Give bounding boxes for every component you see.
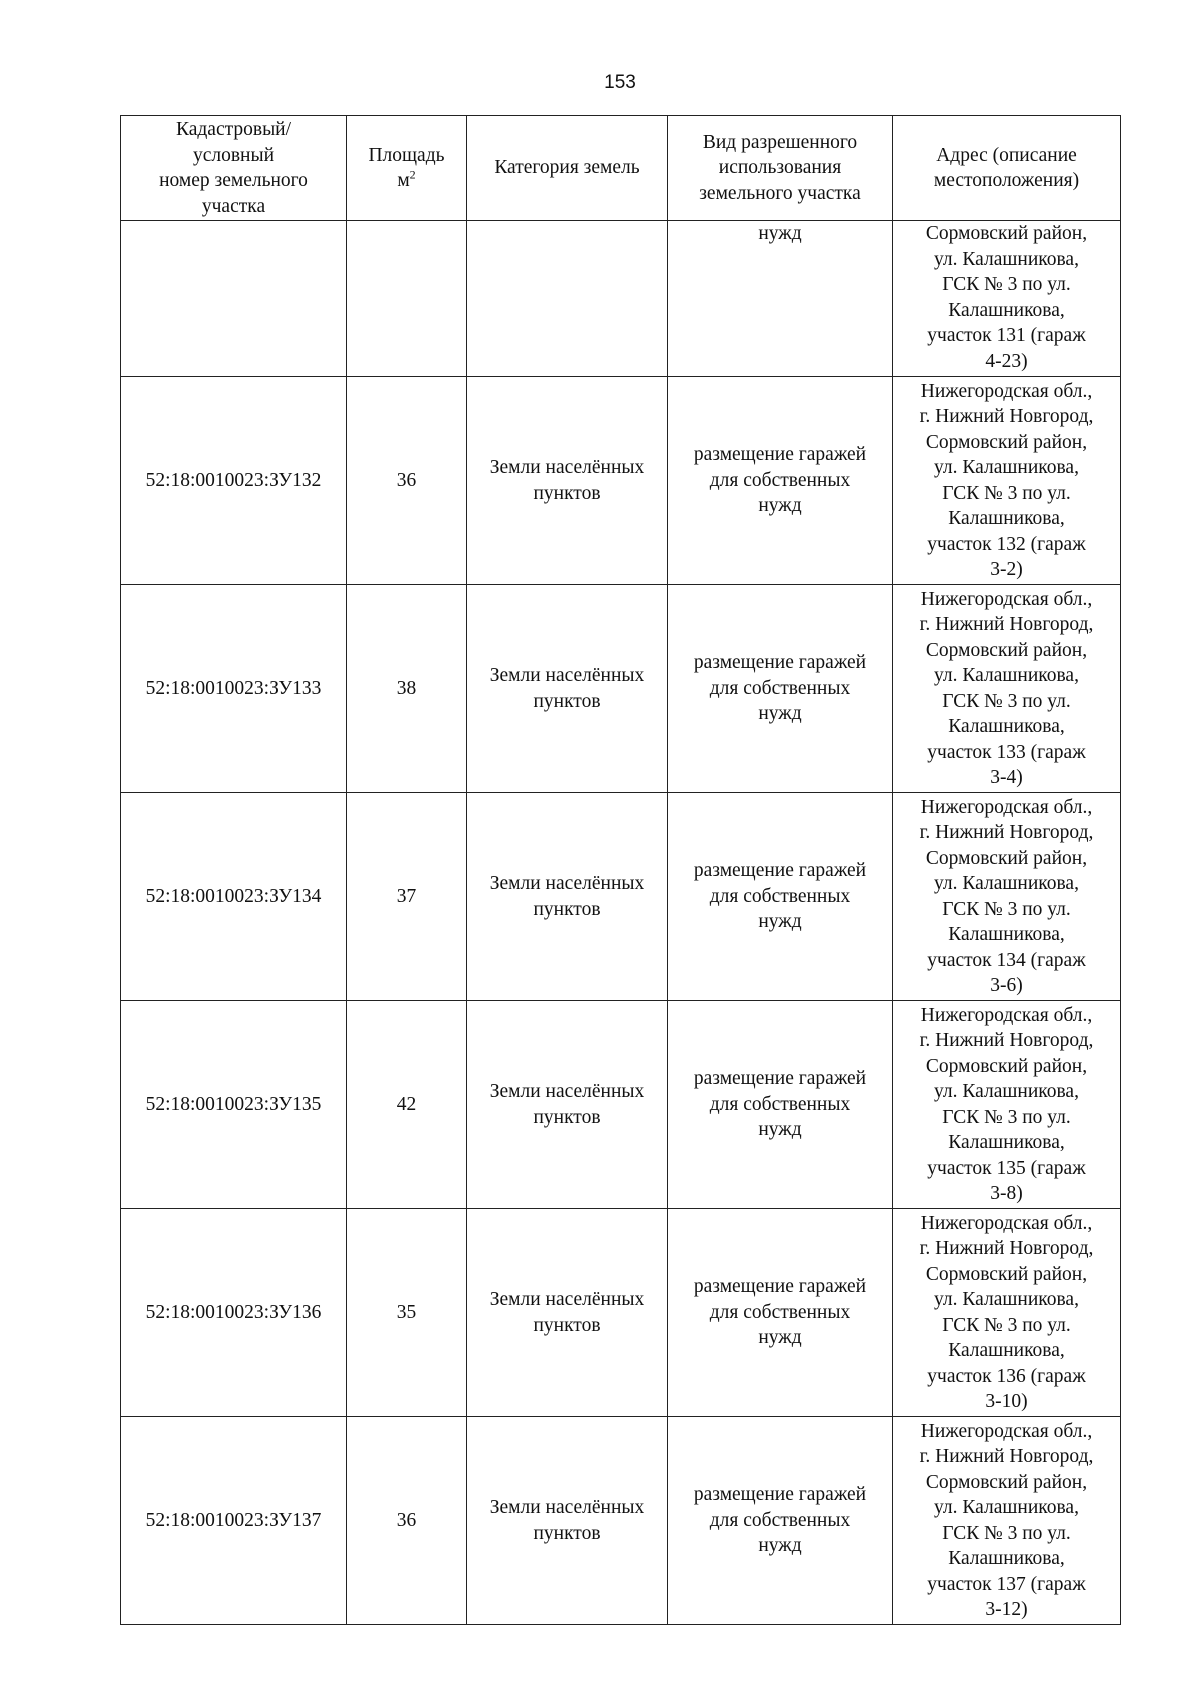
area-value: 36 <box>396 1509 417 1531</box>
land-plots-table <box>120 115 1121 1625</box>
address-line: ГСК № 3 по ул. <box>942 1314 1071 1336</box>
address-line: ГСК № 3 по ул. <box>942 1522 1071 1544</box>
address-line: г. Нижний Новгород, <box>919 1446 1094 1467</box>
area-unit: м <box>397 170 410 191</box>
use-line: нужд <box>758 495 802 517</box>
category-cell <box>467 377 668 585</box>
category-line: Земли населённых <box>489 1289 645 1310</box>
header-area-label: Площадь <box>368 144 445 166</box>
address-line: Нижегородская обл., <box>920 796 1093 818</box>
continuation-row <box>121 221 1121 377</box>
address-cell <box>893 1001 1121 1209</box>
category-line: Земли населённых <box>489 665 645 686</box>
header-category-label: Категория земель <box>494 157 640 179</box>
address-line: участок 134 (гараж <box>927 949 1086 971</box>
use-cell <box>668 1417 893 1625</box>
cadastral-number: 52:18:0010023:ЗУ134 <box>145 885 322 907</box>
address-line: г. Нижний Новгород, <box>919 614 1094 635</box>
header-address <box>893 116 1121 221</box>
cadastral-cell <box>121 1417 347 1625</box>
table-row <box>121 1209 1121 1417</box>
cadastral-cell <box>121 221 347 377</box>
area-value: 36 <box>396 469 417 491</box>
header-cadastral-line: участка <box>201 195 266 217</box>
header-use-line: земельного участка <box>699 182 861 204</box>
header-use-line: использования <box>718 157 842 179</box>
address-line: Сормовский район, <box>925 847 1088 869</box>
cadastral-number: 52:18:0010023:ЗУ132 <box>145 469 322 491</box>
area-cell <box>347 221 467 377</box>
area-value: 35 <box>396 1301 417 1323</box>
header-use-line: Вид разрешенного <box>702 131 858 153</box>
address-cell <box>893 585 1121 793</box>
category-line: пунктов <box>533 898 601 920</box>
table-row <box>121 793 1121 1001</box>
address-line: Калашникова, <box>948 716 1065 737</box>
address-line: г. Нижний Новгород, <box>919 1238 1094 1259</box>
category-cell <box>467 1417 668 1625</box>
category-line: пунктов <box>533 1522 601 1544</box>
address-line: Калашникова, <box>948 924 1065 945</box>
table-row <box>121 585 1121 793</box>
header-land-category <box>467 116 668 221</box>
use-line: нужд <box>758 1119 802 1141</box>
address-line: ул. Калашникова, <box>934 1289 1079 1310</box>
use-line: нужд <box>758 1327 802 1349</box>
cadastral-cell <box>121 585 347 793</box>
address-cell <box>893 377 1121 585</box>
address-line: г. Нижний Новгород, <box>919 1030 1094 1051</box>
category-line: Земли населённых <box>489 1081 645 1102</box>
address-line: ул. Калашникова, <box>934 1497 1079 1518</box>
use-line: нужд <box>758 703 802 725</box>
address-line: участок 135 (гараж <box>927 1157 1086 1179</box>
table-row <box>121 1417 1121 1625</box>
address-line: Сормовский район, <box>925 639 1088 661</box>
use-line: размещение гаражей <box>693 444 867 466</box>
cadastral-cell <box>121 1001 347 1209</box>
address-line: Калашникова, <box>948 1548 1065 1569</box>
address-cell <box>893 221 1121 377</box>
area-value: 38 <box>396 677 417 699</box>
category-line: Земли населённых <box>489 457 645 478</box>
header-area-unit <box>350 168 463 194</box>
use-line: для собственных <box>709 885 851 907</box>
address-line: 3-10) <box>985 1391 1028 1412</box>
area-cell <box>347 1209 467 1417</box>
address-line: ГСК № 3 по ул. <box>942 1106 1071 1128</box>
address-line: Калашникова, <box>948 1340 1065 1361</box>
use-text: нужд <box>758 223 802 244</box>
address-line: ул. Калашникова, <box>934 665 1079 686</box>
use-line: для собственных <box>709 1093 851 1115</box>
area-cell <box>347 793 467 1001</box>
address-line: 4-23) <box>985 350 1028 372</box>
address-line: 3-4) <box>990 767 1023 788</box>
use-line: для собственных <box>709 677 851 699</box>
address-line: 3-2) <box>990 559 1023 580</box>
cadastral-cell <box>121 1209 347 1417</box>
address-line: ГСК № 3 по ул. <box>942 274 1071 295</box>
address-line: Нижегородская обл., <box>920 588 1093 610</box>
header-area <box>347 116 467 221</box>
cadastral-number: 52:18:0010023:ЗУ137 <box>145 1509 322 1531</box>
use-line: размещение гаражей <box>693 1484 867 1506</box>
use-cell <box>668 585 893 793</box>
header-cadastral-line: Кадастровый/ <box>175 119 292 140</box>
address-line: г. Нижний Новгород, <box>919 822 1094 843</box>
category-cell <box>467 221 668 377</box>
area-cell <box>347 377 467 585</box>
area-cell <box>347 1001 467 1209</box>
address-line: Сормовский район, <box>925 1263 1088 1285</box>
use-line: размещение гаражей <box>693 860 867 882</box>
use-cell <box>668 1209 893 1417</box>
address-line: Нижегородская обл., <box>920 1212 1093 1234</box>
address-line: участок 136 (гараж <box>927 1365 1086 1387</box>
category-line: Земли населённых <box>489 1497 645 1518</box>
address-line: участок 133 (гараж <box>927 741 1086 763</box>
address-line: участок 132 (гараж <box>927 533 1086 555</box>
use-line: размещение гаражей <box>693 652 867 674</box>
address-line: ГСК № 3 по ул. <box>942 482 1071 504</box>
cadastral-number: 52:18:0010023:ЗУ135 <box>145 1093 322 1115</box>
category-line: пунктов <box>533 690 601 712</box>
address-line: ул. Калашникова, <box>934 1081 1079 1102</box>
use-line: для собственных <box>709 469 851 491</box>
cadastral-number: 52:18:0010023:ЗУ133 <box>145 677 322 699</box>
header-address-line: Адрес (описание <box>936 144 1077 166</box>
address-line: Нижегородская обл., <box>920 1004 1093 1026</box>
address-line: Калашникова, <box>948 299 1065 321</box>
category-cell <box>467 585 668 793</box>
address-cell <box>893 793 1121 1001</box>
header-cadastral-line: номер земельного <box>159 170 308 191</box>
address-line: Калашникова, <box>948 508 1065 529</box>
use-line: нужд <box>758 911 802 933</box>
category-line: пунктов <box>533 482 601 504</box>
use-cell <box>668 793 893 1001</box>
use-line: нужд <box>758 1535 802 1557</box>
address-line: участок 131 (гараж <box>927 325 1086 346</box>
address-line: Сормовский район, <box>925 1471 1088 1493</box>
use-cell <box>668 377 893 585</box>
address-line: участок 137 (гараж <box>927 1573 1086 1595</box>
page-number: 153 <box>604 72 636 93</box>
area-unit-exponent: 2 <box>409 167 416 182</box>
address-line: Сормовский район, <box>925 1055 1088 1077</box>
area-value: 37 <box>396 885 417 907</box>
address-line: Нижегородская обл., <box>920 380 1093 402</box>
table-row <box>121 377 1121 585</box>
use-line: для собственных <box>709 1301 851 1323</box>
area-cell <box>347 1417 467 1625</box>
category-line: пунктов <box>533 1314 601 1336</box>
category-line: Земли населённых <box>489 873 645 894</box>
address-line: ул. Калашникова, <box>934 248 1079 270</box>
category-cell <box>467 1001 668 1209</box>
address-line: Нижегородская обл., <box>920 1420 1093 1442</box>
header-address-line: местоположения) <box>933 170 1080 191</box>
address-line: 3-8) <box>990 1183 1023 1204</box>
header-cadastral-number <box>121 116 347 221</box>
use-cell <box>668 1001 893 1209</box>
address-line: ул. Калашникова, <box>934 457 1079 478</box>
cadastral-cell <box>121 793 347 1001</box>
category-line: пунктов <box>533 1106 601 1128</box>
table-header-row <box>121 116 1121 221</box>
category-cell <box>467 1209 668 1417</box>
use-line: для собственных <box>709 1509 851 1531</box>
address-cell <box>893 1209 1121 1417</box>
use-line: размещение гаражей <box>693 1068 867 1090</box>
address-line: ГСК № 3 по ул. <box>942 690 1071 712</box>
address-cell <box>893 1417 1121 1625</box>
header-cadastral-line: условный <box>192 144 275 166</box>
use-cell <box>668 221 893 377</box>
address-line: 3-6) <box>990 975 1023 996</box>
use-line: размещение гаражей <box>693 1276 867 1298</box>
cadastral-cell <box>121 377 347 585</box>
address-line: г. Нижний Новгород, <box>919 406 1094 427</box>
header-permitted-use <box>668 116 893 221</box>
table-row <box>121 1001 1121 1209</box>
area-cell <box>347 585 467 793</box>
category-cell <box>467 793 668 1001</box>
address-line: Сормовский район, <box>925 223 1088 244</box>
cadastral-number: 52:18:0010023:ЗУ136 <box>145 1301 322 1323</box>
address-line: Калашникова, <box>948 1132 1065 1153</box>
area-value: 42 <box>396 1093 417 1115</box>
address-line: Сормовский район, <box>925 431 1088 453</box>
address-line: 3-12) <box>985 1599 1028 1620</box>
address-line: ГСК № 3 по ул. <box>942 898 1071 920</box>
address-line: ул. Калашникова, <box>934 873 1079 894</box>
